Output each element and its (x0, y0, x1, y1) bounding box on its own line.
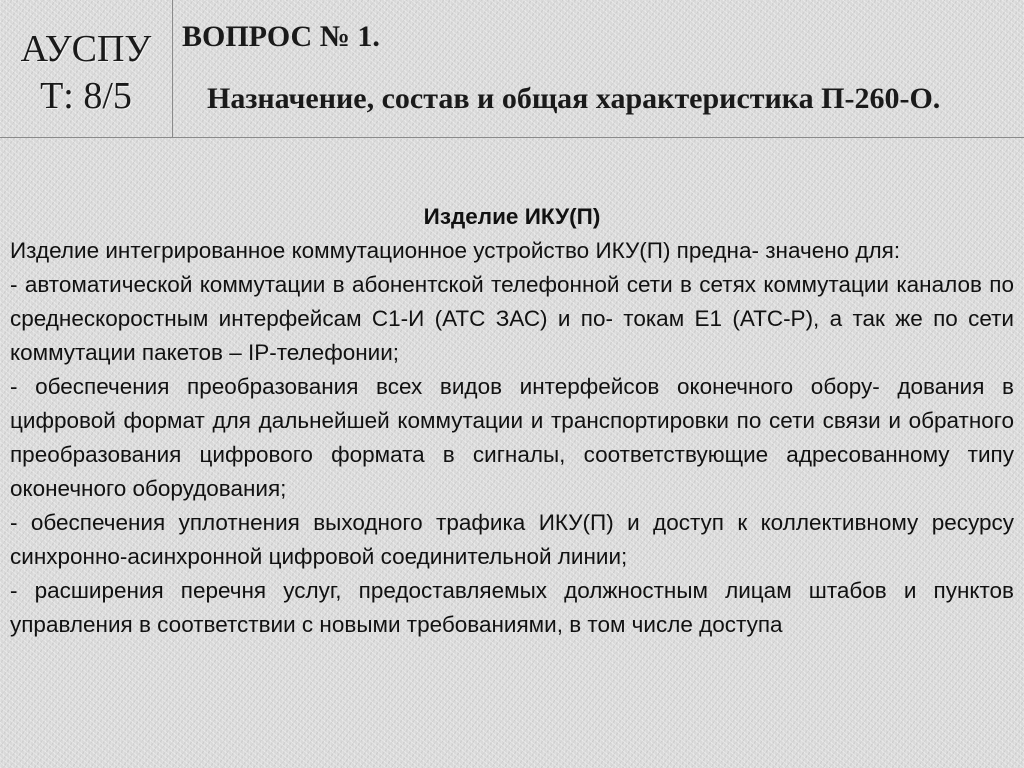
paragraph-intro: Изделие интегрированное коммутационное устройство ИКУ(П) предна- значено для: (10, 238, 901, 263)
question-title: Назначение, состав и общая характеристика П-260-О. (207, 82, 941, 115)
paragraph-item-3: - обеспечения уплотнения выходного трафика ИКУ(П) и доступ к коллективному ресурсу синхронно-асинхронной цифровой соединительной линии; (10, 510, 1014, 569)
question-number: ВОПРОС № 1. (182, 20, 380, 53)
content-heading: Изделие ИКУ(П) (423, 204, 601, 229)
course-code-box (0, 0, 173, 137)
slide-content (10, 200, 1014, 642)
course-code: АУСПУ (20, 28, 152, 70)
paragraph-item-2: - обеспечения преобразования всех видов интерфейсов оконечного обору- дования в цифровой формат для дальнейшей коммутации и транспортировки по сети связи и обратного преобразования цифрового формата в сигналы, соответствующие адресованному типу оконечного оборудования; (10, 374, 1014, 501)
paragraph-item-4: - расширения перечня услуг, предоставляемых должностным лицам штабов и пунктов управления в соответствии с новыми требованиями, в том числе доступа (10, 578, 1014, 637)
topic-number: Т: 8/5 (40, 75, 132, 117)
paragraph-item-1: - автоматической коммутации в абонентской телефонной сети в сетях коммутации каналов по среднескоростным интерфейсам С1-И (АТС ЗАС) и по- токам Е1 (АТС-Р), а так же по сети коммутации пакетов – IP-телефонии; (10, 272, 1014, 365)
slide-header (0, 0, 1024, 138)
